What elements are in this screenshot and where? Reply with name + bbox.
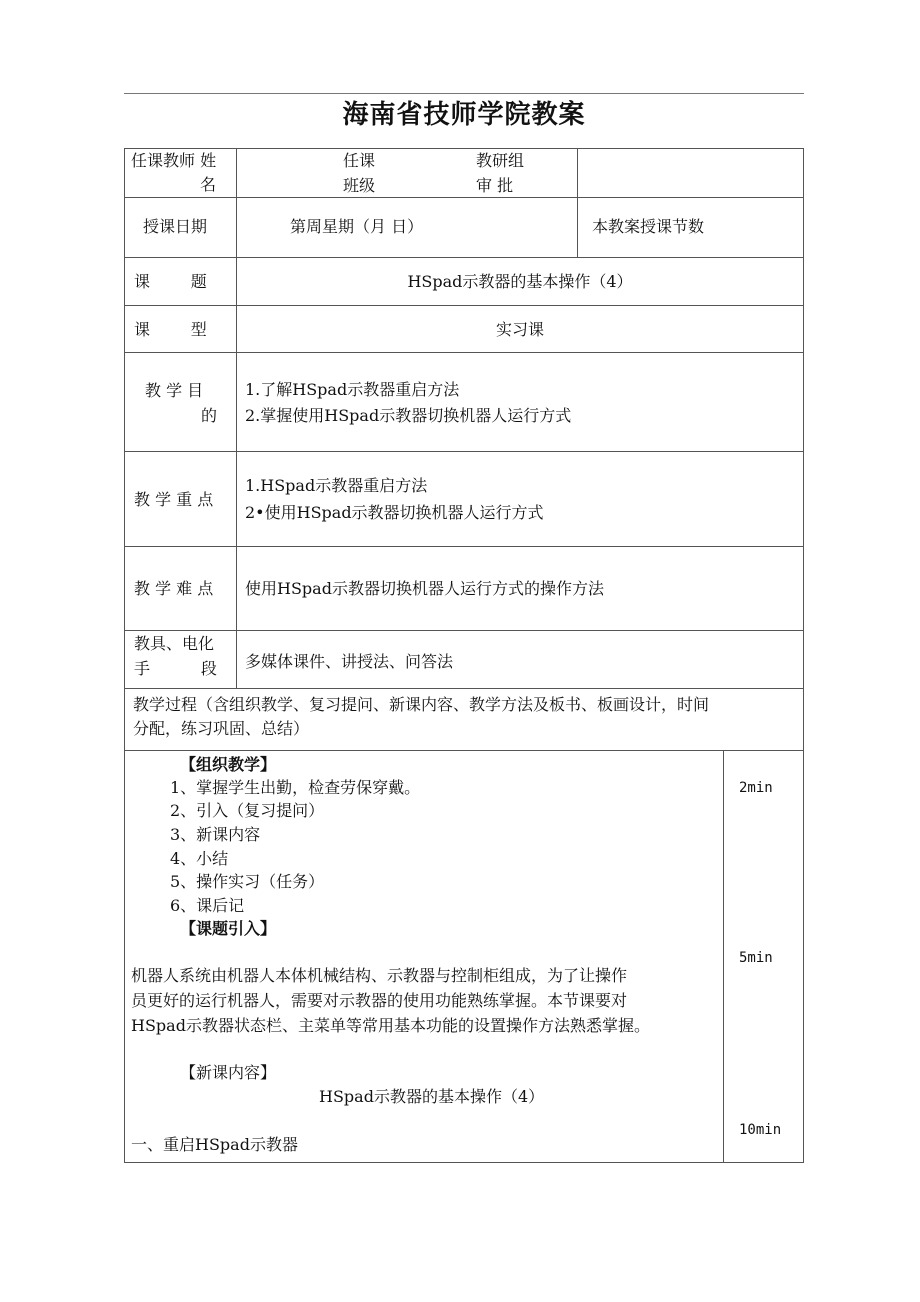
row-divider [124,305,804,306]
org-item: 3、新课内容 [170,825,261,844]
column-divider [723,750,724,1163]
intro-line: 机器人系统由机器人本体机械结构、示教器与控制柜组成，为了让操作 [131,966,628,985]
row-divider [124,546,804,547]
row-divider [124,352,804,353]
objective-item: 2.掌握使用HSpad示教器切换机器人运行方式 [245,406,572,425]
key-point-item: 2•使用HSpad示教器切换机器人运行方式 [245,503,544,522]
class-label-line1: 任课 [343,151,376,170]
sessions-label: 本教案授课节数 [592,217,705,236]
date-label: 授课日期 [143,217,208,236]
org-item: 6、课后记 [170,896,245,915]
time-label: 5min [739,950,773,966]
teacher-label-line2: 名 [200,175,217,194]
class-label-line2: 班级 [343,176,376,195]
row-divider [124,451,804,452]
group-label-line2: 审 批 [476,176,514,195]
topic-label: 课 题 [134,272,207,291]
date-value: 第周星期（月 日） [290,217,424,236]
row-divider [124,750,804,751]
type-value: 实习课 [495,320,544,339]
process-line: 教学过程（含组织教学、复习提问、新课内容、教学方法及板书、板画设计，时间 [133,695,710,714]
tools-label-line1: 教具、电化 [134,634,215,653]
tools-label-line2: 手 段 [134,659,217,678]
time-label: 10min [739,1122,782,1138]
new-subtitle: HSpad示教器的基本操作（4） [319,1087,545,1106]
org-item: 5、操作实习（任务） [170,872,325,891]
column-divider [236,148,237,688]
objective-item: 1.了解HSpad示教器重启方法 [245,380,460,399]
row-divider [124,688,804,689]
objectives-label-line1: 教 学 目 [145,381,204,400]
process-line: 分配，练习巩固、总结） [133,719,310,738]
difficulty-value: 使用HSpad示教器切换机器人运行方式的操作方法 [245,579,604,598]
intro-line: 员更好的运行机器人，需要对示教器的使用功能熟练掌握。本节课要对 [131,991,628,1010]
document-title: 海南省技师学院教案 [342,100,586,130]
group-label-line1: 教研组 [476,151,525,170]
column-divider [577,148,578,257]
type-label: 课 型 [134,320,207,339]
objectives-label-line2: 的 [201,406,218,425]
row-divider [124,197,804,198]
section-heading: 一、重启HSpad示教器 [131,1135,298,1154]
teacher-label-line1: 任课教师 姓 [131,151,217,170]
intro-heading: 【课题引入】 [180,919,277,938]
time-label: 2min [739,780,773,796]
difficulty-label: 教 学 难 点 [134,579,214,598]
org-item: 1、掌握学生出勤，检查劳保穿戴。 [170,778,421,797]
row-divider [124,630,804,631]
tools-value: 多媒体课件、讲授法、问答法 [245,652,454,671]
row-divider [124,257,804,258]
intro-line: HSpad示教器状态栏、主菜单等常用基本功能的设置操作方法熟悉掌握。 [131,1016,650,1035]
key-point-item: 1.HSpad示教器重启方法 [245,476,428,495]
new-heading: 【新课内容】 [180,1063,277,1082]
org-item: 4、小结 [170,849,229,868]
org-heading: 【组织教学】 [180,755,277,774]
key-points-label: 教 学 重 点 [134,490,214,509]
topic-value: HSpad示教器的基本操作（4） [407,272,633,291]
org-item: 2、引入（复习提问） [170,801,325,820]
